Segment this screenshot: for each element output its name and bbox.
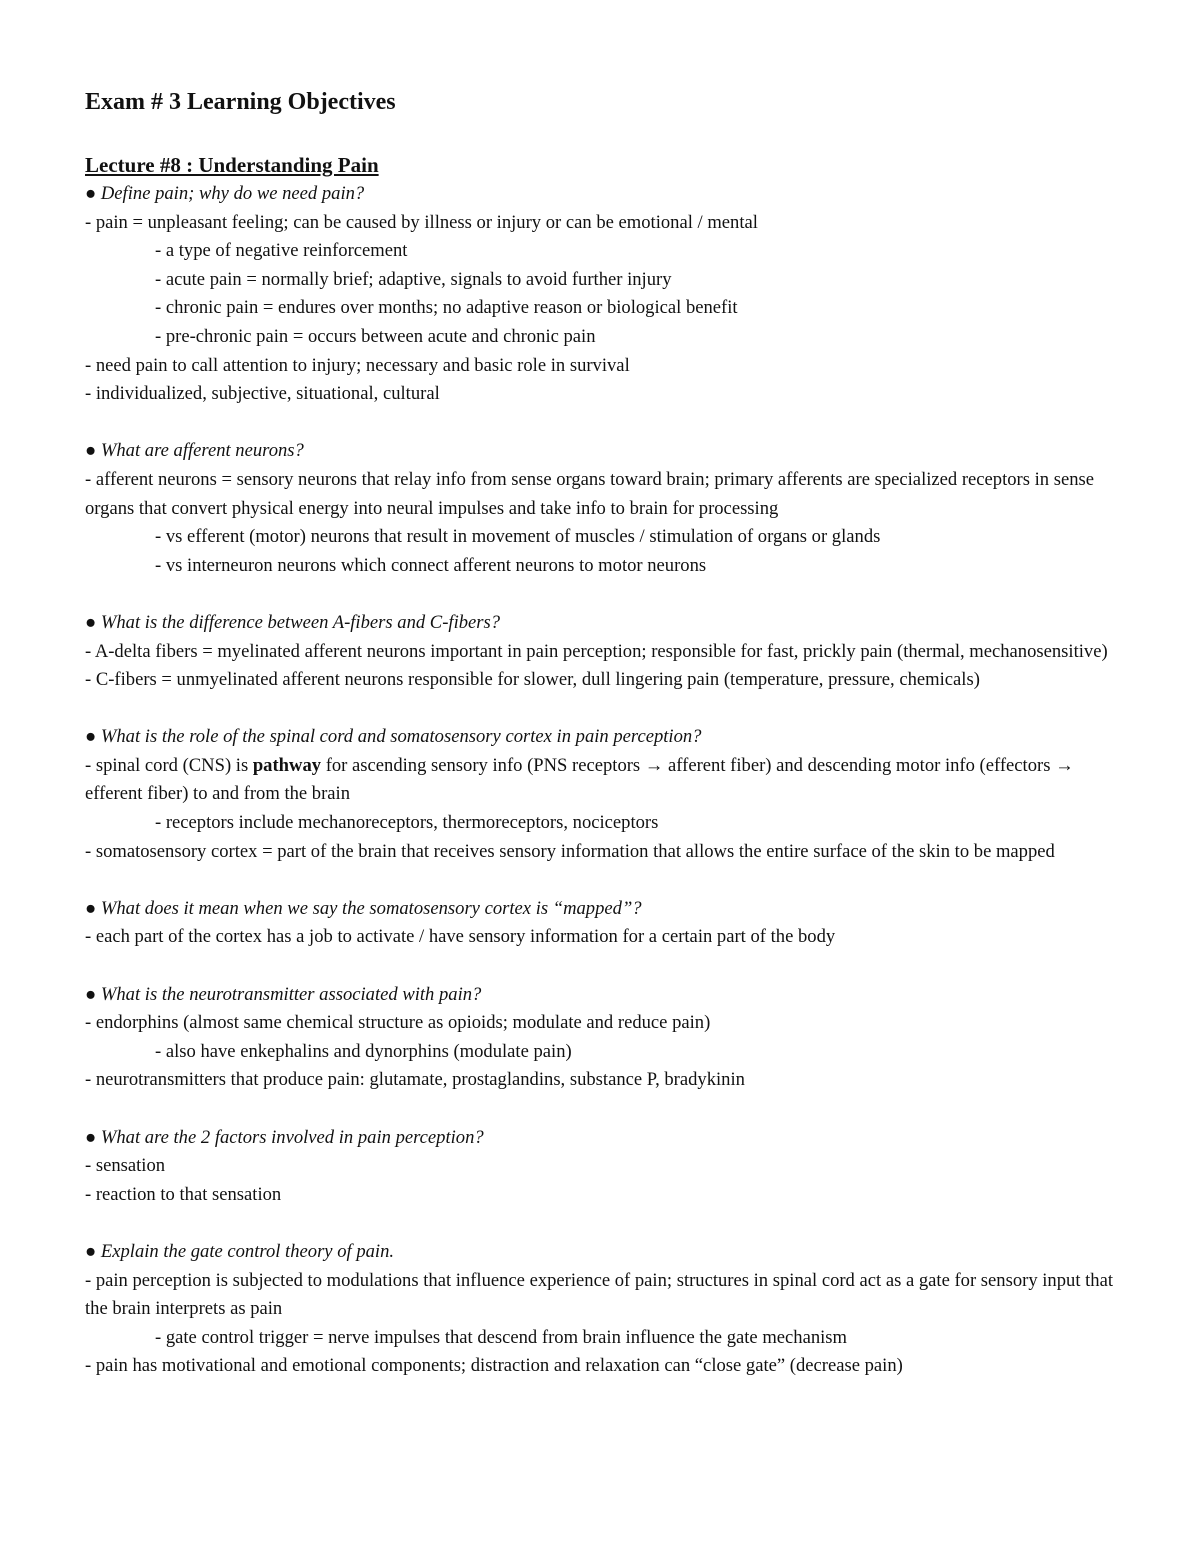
paragraph-gap <box>85 409 1120 438</box>
answer-line: - afferent neurons = sensory neurons that relay info from sense organs toward brain; primary afferents are specialized receptors in sense organs that convert physical energy into neural impulses and take info to brain for processing <box>85 468 1095 519</box>
answer-subline: - gate control trigger = nerve impulses that descend from brain influence the gate mechanism <box>155 1326 848 1348</box>
question-gate-control: ● Explain the gate control theory of pain. <box>85 1240 395 1262</box>
answer-line: - pain = unpleasant feeling; can be caused by illness or injury or can be emotional / mental <box>85 211 758 233</box>
answer-line: - reaction to that sensation <box>85 1183 282 1205</box>
document-body <box>85 180 1120 1381</box>
answer-line: - C-fibers = unmyelinated afferent neurons responsible for slower, dull lingering pain (temperature, pressure, chemicals) <box>85 669 980 691</box>
document-title: Exam # 3 Learning Objectives <box>85 89 396 115</box>
answer-line: - each part of the cortex has a job to activate / have sensory information for a certain part of the body <box>85 926 836 948</box>
answer-subline: - a type of negative reinforcement <box>155 240 408 262</box>
paragraph-gap <box>85 695 1120 724</box>
answer-line: - sensation <box>85 1155 166 1177</box>
answer-text: for ascending sensory info (PNS receptors → afferent fiber) and descending motor info (effectors → efferent fiber) to and from the brain <box>85 754 1074 805</box>
paragraph-gap <box>85 866 1120 895</box>
question-two-factors: ● What are the 2 factors involved in pain perception? <box>85 1126 484 1148</box>
answer-subline: - chronic pain = endures over months; no adaptive reason or biological benefit <box>155 297 738 319</box>
paragraph-gap <box>85 1209 1120 1238</box>
question-define-pain: ● Define pain; why do we need pain? <box>85 183 365 204</box>
answer-line: - endorphins (almost same chemical structure as opioids; modulate and reduce pain) <box>85 1012 711 1034</box>
answer-line <box>85 752 1120 809</box>
answer-line: - pain has motivational and emotional components; distraction and relaxation can “close gate” (decrease pain) <box>85 1355 903 1377</box>
answer-subline: - vs efferent (motor) neurons that result in movement of muscles / stimulation of organs or glands <box>155 526 881 548</box>
paragraph-gap <box>85 580 1120 609</box>
answer-subline: - also have enkephalins and dynorphins (modulate pain) <box>155 1040 572 1062</box>
answer-subline: - acute pain = normally brief; adaptive, signals to avoid further injury <box>155 268 672 290</box>
answer-text: - spinal cord (CNS) is <box>85 754 253 776</box>
lecture-heading: Lecture #8 : Understanding Pain <box>85 153 379 177</box>
document-page <box>85 86 1120 1377</box>
answer-line: - somatosensory cortex = part of the brain that receives sensory information that allows the entire surface of the skin to be mapped <box>85 840 1055 862</box>
question-spinal-cord: ● What is the role of the spinal cord and somatosensory cortex in pain perception? <box>85 726 702 748</box>
question-neurotransmitter: ● What is the neurotransmitter associated with pain? <box>85 983 482 1005</box>
answer-line: - need pain to call attention to injury; necessary and basic role in survival <box>85 354 630 376</box>
answer-subline: - pre-chronic pain = occurs between acute and chronic pain <box>155 325 596 347</box>
answer-subline: - receptors include mechanoreceptors, thermoreceptors, nociceptors <box>155 812 659 834</box>
answer-line: - A-delta fibers = myelinated afferent neurons important in pain perception; responsible for fast, prickly pain (thermal, mechanosensitive) <box>85 640 1108 662</box>
answer-line: - individualized, subjective, situational, cultural <box>85 383 440 405</box>
question-mapped: ● What does it mean when we say the somatosensory cortex is “mapped”? <box>85 897 642 919</box>
paragraph-gap <box>85 952 1120 981</box>
answer-subline: - vs interneuron neurons which connect afferent neurons to motor neurons <box>155 554 707 576</box>
answer-line: - neurotransmitters that produce pain: glutamate, prostaglandins, substance P, bradykinin <box>85 1069 745 1091</box>
paragraph-gap <box>85 1095 1120 1124</box>
emphasis-pathway: pathway <box>252 754 322 776</box>
answer-line: - pain perception is subjected to modulations that influence experience of pain; structures in spinal cord act as a gate for sensory input that the brain interprets as pain <box>85 1269 1114 1320</box>
question-fibers: ● What is the difference between A-fibers and C-fibers? <box>85 611 501 633</box>
question-afferent-neurons: ● What are afferent neurons? <box>85 440 304 462</box>
